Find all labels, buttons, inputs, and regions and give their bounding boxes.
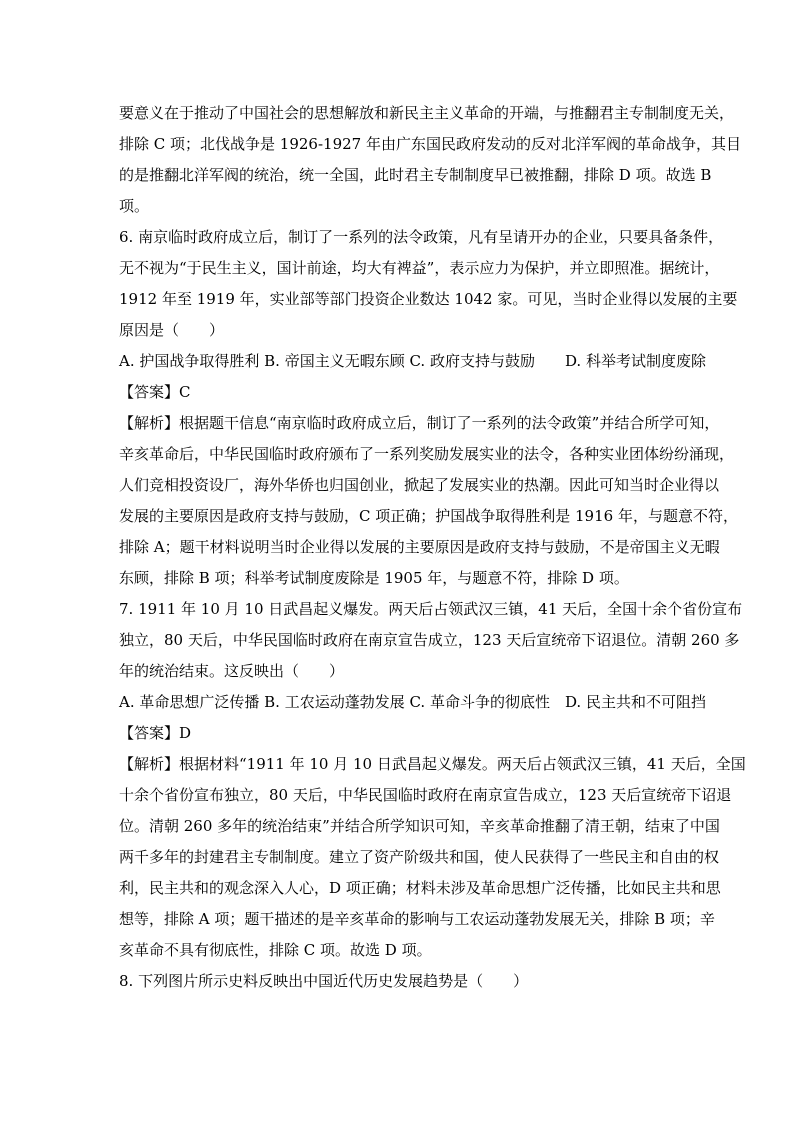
question-8-stem: 8. 下列图片所示史料反映出中国近代历史发展趋势是（ ） (119, 972, 529, 990)
text-line: 两千多年的封建君主专制制度。建立了资产阶级共和国，使人民获得了一些民主和自由的权 (119, 848, 720, 866)
text-line: 利，民主共和的观念深入人心，D 项正确；材料未涉及革命思想广泛传播，比如民主共和思 (119, 879, 721, 897)
question-7-analysis: 【解析】根据材料“1911 年 10 月 10 日武昌起义爆发。两天后占领武汉三镇，41 天后，全国 (119, 755, 746, 773)
question-6-options: A. 护国战争取得胜利 B. 帝国主义无暇东顾 C. 政府支持与鼓励 D. 科举考试制度废除 (119, 352, 706, 370)
question-7-stem: 7. 1911 年 10 月 10 日武昌起义爆发。两天后占领武汉三镇，41 天后，全国十余个省份宣布 (119, 600, 743, 618)
text-line: 想等，排除 A 项；题干描述的是辛亥革命的影响与工农运动蓬勃发展无关，排除 B 项；辛 (119, 910, 715, 928)
text-line: 独立，80 天后，中华民国临时政府在南京宣告成立，123 天后宣统帝下诏退位。清朝 260 多 (119, 631, 740, 649)
question-7-answer: 【答案】D (119, 724, 192, 742)
text-line: 亥革命不具有彻底性，排除 C 项。故选 D 项。 (119, 941, 432, 959)
text-line: 1912 年至 1919 年，实业部等部门投资企业数达 1042 家。可见，当时企业得以发展的主要 (119, 290, 738, 308)
text-line: 无不视为“于民生主义，国计前途，均大有裨益”，表示应力为保护，并立即照准。据统计， (119, 259, 720, 277)
text-line: 项。 (119, 197, 150, 215)
text-line: 十余个省份宣布独立，80 天后，中华民国临时政府在南京宣告成立，123 天后宣统帝下诏退 (119, 786, 732, 804)
text-line: 原因是（ ） (119, 321, 225, 339)
question-6-analysis: 【解析】根据题干信息“南京临时政府成立后，制订了一系列的法令政策”并结合所学可知， (119, 414, 720, 432)
text-line: 要意义在于推动了中国社会的思想解放和新民主主义革命的开端，与推翻君主专制制度无关， (119, 104, 735, 122)
text-line: 的是推翻北洋军阀的统治，统一全国，此时君主专制制度早已被推翻，排除 D 项。故选 B (119, 166, 712, 184)
question-6-stem: 6. 南京临时政府成立后，制订了一系列的法令政策，凡有呈请开办的企业，只要具备条件， (119, 228, 724, 246)
text-line: 位。清朝 260 多年的统治结束”并结合所学知识可知，辛亥革命推翻了清王朝，结束了中国 (119, 817, 720, 835)
text-line: 人们竞相投资设厂，海外华侨也归国创业，掀起了发展实业的热潮。因此可知当时企业得以 (119, 476, 720, 494)
text-line: 排除 A；题干材料说明当时企业得以发展的主要原因是政府支持与鼓励，不是帝国主义无暇 (119, 538, 720, 556)
question-7-options: A. 革命思想广泛传播 B. 工农运动蓬勃发展 C. 革命斗争的彻底性 D. 民主共和不可阻挡 (119, 693, 706, 711)
question-6-answer: 【答案】C (119, 383, 191, 401)
text-line: 发展的主要原因是政府支持与鼓励，C 项正确；护国战争取得胜利是 1916 年，与题意不符， (119, 507, 738, 525)
text-line: 年的统治结束。这反映出（ ） (119, 662, 345, 680)
text-line: 排除 C 项；北伐战争是 1926-1927 年由广东国民政府发动的反对北洋军阀的革命战争，其目 (119, 135, 741, 153)
text-line: 辛亥革命后，中华民国临时政府颁布了一系列奖励发展实业的法令，各种实业团体纷纷涌现， (119, 445, 735, 463)
text-line: 东顾，排除 B 项；科举考试制度废除是 1905 年，与题意不符，排除 D 项。 (119, 569, 629, 587)
